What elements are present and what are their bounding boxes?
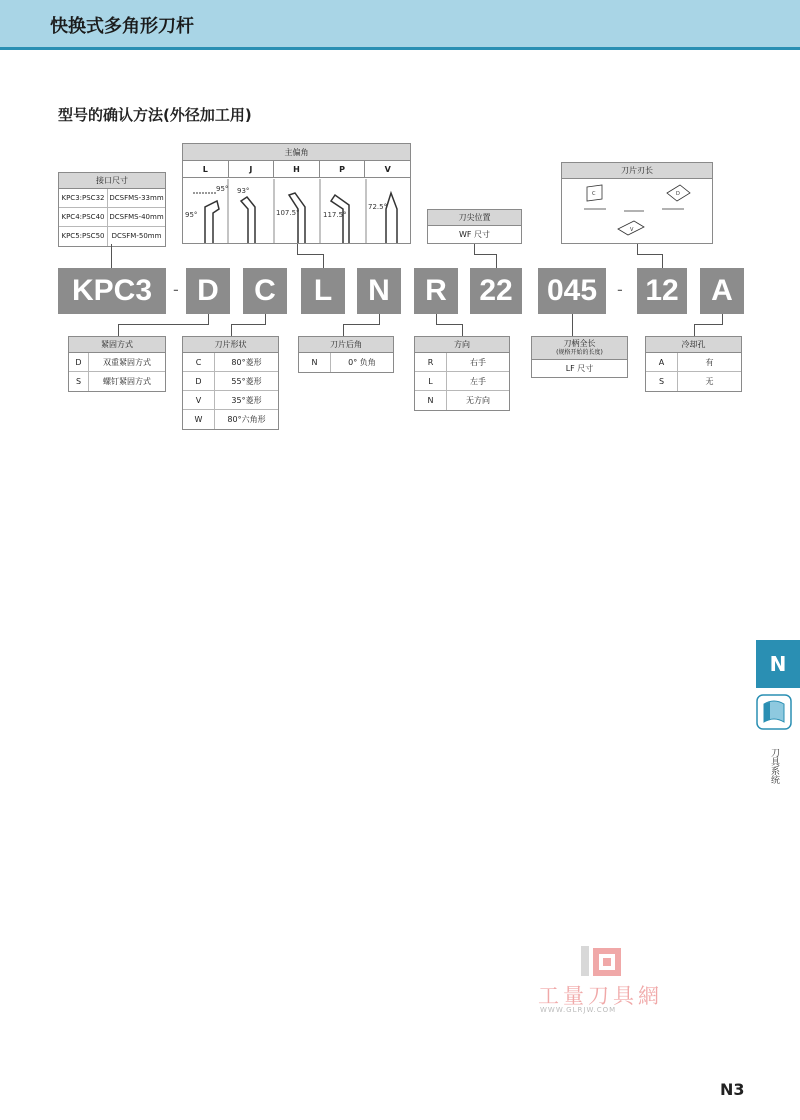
angle-label: 72.5° [368, 203, 388, 211]
table-row [69, 353, 165, 372]
shank-length-table [531, 336, 628, 378]
table-cell: W [183, 410, 215, 429]
table-cell: D [69, 353, 89, 371]
table-cell: S [646, 372, 678, 391]
connector [323, 254, 324, 268]
clamp-method-table [68, 336, 166, 392]
section-title: 型号的确认方法(外径加工用) [58, 106, 252, 124]
insert-length-table [561, 162, 713, 244]
angle-label: 117.5° [323, 211, 347, 219]
header-bar [0, 0, 800, 50]
page-title: 快换式多角形刀杆 [50, 16, 194, 37]
connector [496, 254, 497, 268]
table-cell: S [69, 372, 89, 391]
watermark-text: 工量刀具網 [538, 984, 663, 1008]
table-title-block [532, 337, 627, 360]
table-cell: KPC3:PSC32 [59, 189, 108, 207]
code-dash: - [617, 280, 623, 299]
table-row [183, 372, 278, 391]
table-cell: 左手 [470, 377, 486, 386]
table-cell: 有 [705, 358, 714, 367]
table-row [428, 226, 521, 243]
table-title: 紧固方式 [69, 337, 165, 353]
table-title: 接口尺寸 [59, 173, 165, 189]
connector [208, 314, 209, 324]
angle-label: 95° [216, 185, 229, 193]
connector [694, 324, 695, 336]
table-cell: V [183, 391, 215, 409]
connector [474, 254, 496, 255]
table-title: 刀片形状 [183, 337, 278, 353]
table-title: 方向 [415, 337, 509, 353]
table-row [183, 410, 278, 429]
table-row [532, 360, 627, 377]
code-part-l: L [301, 268, 345, 314]
tip-position-table [427, 209, 522, 244]
column-header: L [183, 161, 229, 177]
table-cell: N [299, 353, 331, 372]
connector [231, 324, 266, 325]
direction-table [414, 336, 510, 411]
table-cell: DCSFM-50mm [111, 232, 162, 240]
connector [118, 324, 119, 336]
connector [436, 314, 437, 324]
watermark-url: WWW.GLRJW.COM [540, 1006, 617, 1014]
table-cell: DCSFMS-33mm [109, 194, 164, 202]
table-row [299, 353, 393, 372]
page-number: N3 [720, 1080, 745, 1099]
table-cell: 右手 [470, 358, 486, 367]
table-row [646, 353, 741, 372]
interface-size-table [58, 172, 166, 247]
table-cell: DCSFMS-40mm [109, 213, 164, 221]
table-cell: 0° 负角 [348, 358, 376, 367]
svg-text:V: V [630, 227, 634, 233]
code-part-r: R [414, 268, 458, 314]
insert-shape-table [182, 336, 279, 430]
code-part-n: N [357, 268, 401, 314]
table-cell: R [415, 353, 447, 371]
angle-columns [183, 161, 410, 178]
connector [462, 324, 463, 336]
table-cell: 35°菱形 [231, 396, 262, 405]
connector [343, 324, 380, 325]
table-cell: 无方向 [466, 396, 490, 405]
table-cell: KPC4:PSC40 [59, 208, 108, 226]
connector [231, 324, 232, 336]
connector [474, 244, 475, 254]
code-part-c: C [243, 268, 287, 314]
column-header: H [274, 161, 320, 177]
column-header: V [384, 165, 391, 174]
code-part-d: D [186, 268, 230, 314]
connector [343, 324, 344, 336]
section-tab-n[interactable]: N [756, 640, 800, 688]
connector [436, 324, 462, 325]
svg-text:C: C [592, 191, 596, 197]
code-part-12: 12 [637, 268, 687, 314]
table-subtitle: (规格开始的长度) [556, 349, 603, 356]
table-row [59, 208, 165, 227]
table-cell: LF 尺寸 [565, 364, 594, 373]
table-cell: 螺钉紧固方式 [103, 377, 151, 386]
table-title: 主偏角 [183, 144, 410, 161]
table-row [59, 189, 165, 208]
code-dash: - [173, 280, 179, 299]
connector [637, 244, 638, 254]
connector [722, 314, 723, 324]
table-cell: 55°菱形 [231, 377, 262, 386]
table-title: 冷却孔 [646, 337, 741, 353]
watermark-logo [579, 944, 625, 980]
connector [637, 254, 662, 255]
table-row [59, 227, 165, 246]
main-angle-table [182, 143, 411, 244]
table-row [183, 391, 278, 410]
table-row [415, 353, 509, 372]
angle-label: 93° [237, 187, 250, 195]
table-cell: 无 [705, 377, 714, 386]
table-row [415, 372, 509, 391]
table-title: 刀柄全长 [563, 339, 596, 348]
table-cell: L [415, 372, 447, 390]
table-row [415, 391, 509, 410]
angle-illustrations [183, 179, 410, 243]
connector [111, 244, 112, 268]
table-cell: C [183, 353, 215, 371]
table-cell: 双重紧固方式 [103, 358, 151, 367]
table-title: 刀尖位置 [428, 210, 521, 226]
table-cell: 80°六角形 [227, 415, 266, 424]
table-cell: D [183, 372, 215, 390]
side-label: 刀具系统 [769, 748, 779, 784]
connector [297, 244, 298, 254]
connector [694, 324, 723, 325]
coolant-hole-table [645, 336, 742, 392]
connector [379, 314, 380, 324]
table-row [69, 372, 165, 391]
tool-system-icon [756, 694, 792, 730]
code-part-22: 22 [470, 268, 522, 314]
angle-label: 95° [185, 211, 198, 219]
relief-angle-table [298, 336, 394, 373]
table-title: 刀片后角 [299, 337, 393, 353]
code-part-a: A [700, 268, 744, 314]
table-cell: 80°菱形 [231, 358, 262, 367]
code-part-kpc3: KPC3 [58, 268, 166, 314]
table-title: 刀片刃长 [562, 163, 712, 179]
connector [572, 314, 573, 336]
connector [297, 254, 323, 255]
table-row [183, 353, 278, 372]
svg-text:D: D [676, 191, 680, 197]
insert-illustrations [562, 179, 712, 243]
table-cell: WF 尺寸 [458, 230, 491, 239]
table-cell: N [415, 391, 447, 410]
connector [118, 324, 209, 325]
connector [662, 254, 663, 268]
column-header: P [320, 161, 366, 177]
table-row [646, 372, 741, 391]
angle-label: 107.5° [276, 209, 300, 217]
table-cell: A [646, 353, 678, 371]
column-header: J [229, 161, 275, 177]
table-cell: KPC5:PSC50 [59, 227, 108, 246]
connector [265, 314, 266, 324]
code-part-045: 045 [538, 268, 606, 314]
